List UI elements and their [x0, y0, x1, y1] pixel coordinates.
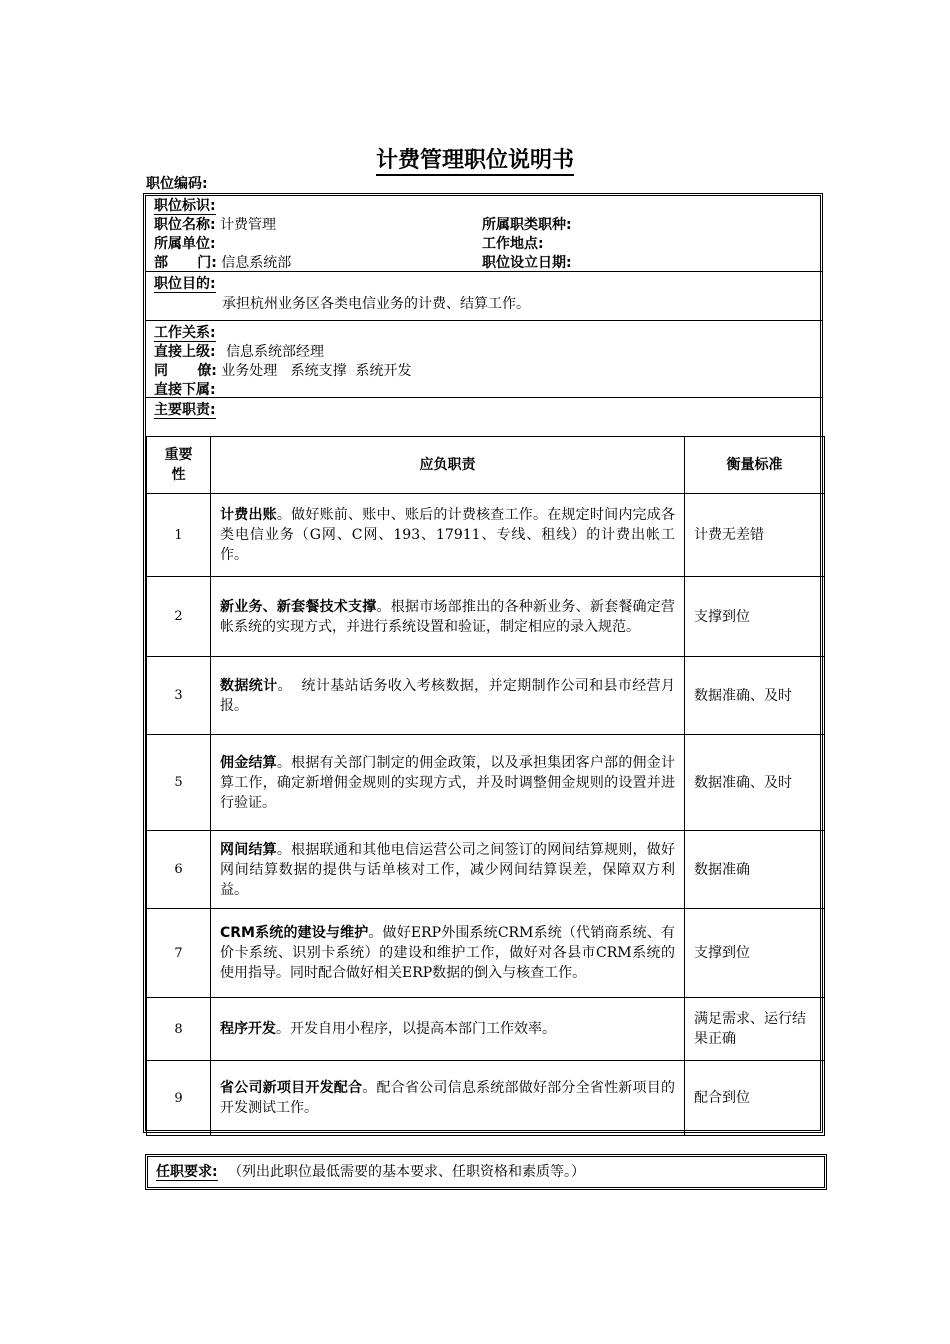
- standard-cell: 数据准确、及时: [685, 657, 825, 735]
- duties-table: [146, 436, 825, 1136]
- standard-cell: 计费无差错: [685, 494, 825, 577]
- duties-heading: 主要职责:: [154, 402, 216, 418]
- duty-text: 。根据有关部门制定的佣金政策，以及承担集团客户部的佣金计算工作，确定新增佣金规则的实现方式，并及时调整佣金规则的设置并进行验证。: [220, 754, 676, 811]
- duty-cell: [211, 577, 685, 657]
- duty-title: 网间结算: [220, 841, 277, 858]
- requirements-text: （列出此职位最低需要的基本要求、任职资格和素质等。）: [228, 1164, 586, 1180]
- subordinate-label: 直接下属:: [154, 382, 216, 398]
- importance-cell: 8: [147, 998, 211, 1061]
- location-label: 工作地点:: [482, 236, 544, 252]
- table-row: [147, 494, 825, 577]
- position-name-value: 计费管理: [220, 217, 277, 233]
- category-label: 所属职类职种:: [482, 217, 572, 233]
- importance-cell: 5: [147, 735, 211, 831]
- requirements-box: [145, 1154, 827, 1190]
- peer-label: 同 僚:: [154, 363, 217, 379]
- duty-title: 计费出账: [220, 507, 277, 523]
- position-code-label: 职位编码:: [146, 176, 208, 192]
- department-value: 信息系统部: [221, 255, 292, 271]
- standard-cell: 数据准确、及时: [685, 735, 825, 831]
- purpose-heading: 职位目的:: [154, 276, 216, 292]
- superior-value: 信息系统部经理: [226, 344, 325, 360]
- importance-cell: 9: [147, 1061, 211, 1136]
- relations-heading: 工作关系:: [154, 325, 216, 341]
- duty-cell: [211, 735, 685, 831]
- duty-cell: [211, 1061, 685, 1136]
- requirements-label: 任职要求:: [156, 1164, 218, 1180]
- peer-value: 业务处理 系统支撑 系统开发: [221, 363, 412, 379]
- duty-title: CRM系统的建设与维护: [220, 925, 369, 941]
- duties-heading-section: [146, 398, 822, 436]
- duty-title: 程序开发: [220, 1021, 276, 1037]
- unit-label: 所属单位:: [154, 236, 216, 252]
- table-row: [147, 735, 825, 831]
- importance-cell: 6: [147, 831, 211, 909]
- duty-cell: [211, 909, 685, 998]
- column-header-standard: 衡量标准: [685, 437, 825, 494]
- identification-section: [146, 196, 822, 272]
- duty-cell: [211, 657, 685, 735]
- duty-text: 。配合省公司信息系统部做好部分全省性新项目的开发测试工作。: [220, 1080, 676, 1116]
- duty-text: 。做好账前、账中、账后的计费核查工作。在规定时间内完成各类电信业务（G网、C网、193、17911、专线、租线）的计费出帐工作。: [220, 507, 676, 563]
- table-row: [147, 909, 825, 998]
- identification-heading: 职位标识:: [154, 198, 216, 214]
- duty-title: 佣金结算: [220, 754, 277, 771]
- relations-section: [146, 321, 822, 398]
- duty-title: 数据统计: [220, 677, 278, 694]
- duty-title: 省公司新项目开发配合: [220, 1080, 363, 1096]
- table-row: [147, 831, 825, 909]
- duty-text: 。 统计基站话务收入考核数据，并定期制作公司和县市经营月报。: [220, 677, 675, 714]
- page-title: 计费管理职位说明书: [0, 144, 950, 178]
- importance-cell: 2: [147, 577, 211, 657]
- duty-text: 。根据联通和其他电信运营公司之间签订的网间结算规则，做好网间结算数据的提供与话单核对工作，减少网间结算误差，保障双方利益。: [220, 841, 676, 898]
- duty-cell: [211, 494, 685, 577]
- duty-text: 。做好ERP外围系统CRM系统（代销商系统、有价卡系统、识别卡系统）的建设和维护工作，做好对各县市CRM系统的使用指导。同时配合做好相关ERP数据的倒入与核查工作。: [220, 925, 675, 981]
- table-row: [147, 657, 825, 735]
- standard-cell: 配合到位: [685, 1061, 825, 1136]
- standard-cell: 满足需求、运行结果正确: [685, 998, 825, 1061]
- table-row: [147, 998, 825, 1061]
- table-row: [147, 1061, 825, 1136]
- importance-cell: 1: [147, 494, 211, 577]
- table-row: [147, 577, 825, 657]
- column-header-importance: 重要性: [147, 437, 211, 494]
- importance-cell: 7: [147, 909, 211, 998]
- duty-text: 。开发自用小程序，以提高本部门工作效率。: [276, 1021, 556, 1037]
- position-name-label: 职位名称:: [154, 217, 216, 233]
- standard-cell: 支撑到位: [685, 909, 825, 998]
- column-header-duty: 应负职责: [211, 437, 685, 494]
- establish-date-label: 职位设立日期:: [482, 255, 572, 271]
- duty-cell: [211, 831, 685, 909]
- duty-text: 。根据市场部推出的各种新业务、新套餐确定营帐系统的实现方式，并进行系统设置和验证，制定相应的录入规范。: [220, 598, 675, 635]
- purpose-section: [146, 272, 822, 321]
- duty-title: 新业务、新套餐技术支撑: [220, 598, 377, 615]
- standard-cell: 数据准确: [685, 831, 825, 909]
- superior-label: 直接上级:: [154, 344, 216, 360]
- duty-cell: [211, 998, 685, 1061]
- importance-cell: 3: [147, 657, 211, 735]
- department-label: 部 门:: [154, 255, 217, 271]
- purpose-text: 承担杭州业务区各类电信业务的计费、结算工作。: [222, 296, 530, 312]
- standard-cell: 支撑到位: [685, 577, 825, 657]
